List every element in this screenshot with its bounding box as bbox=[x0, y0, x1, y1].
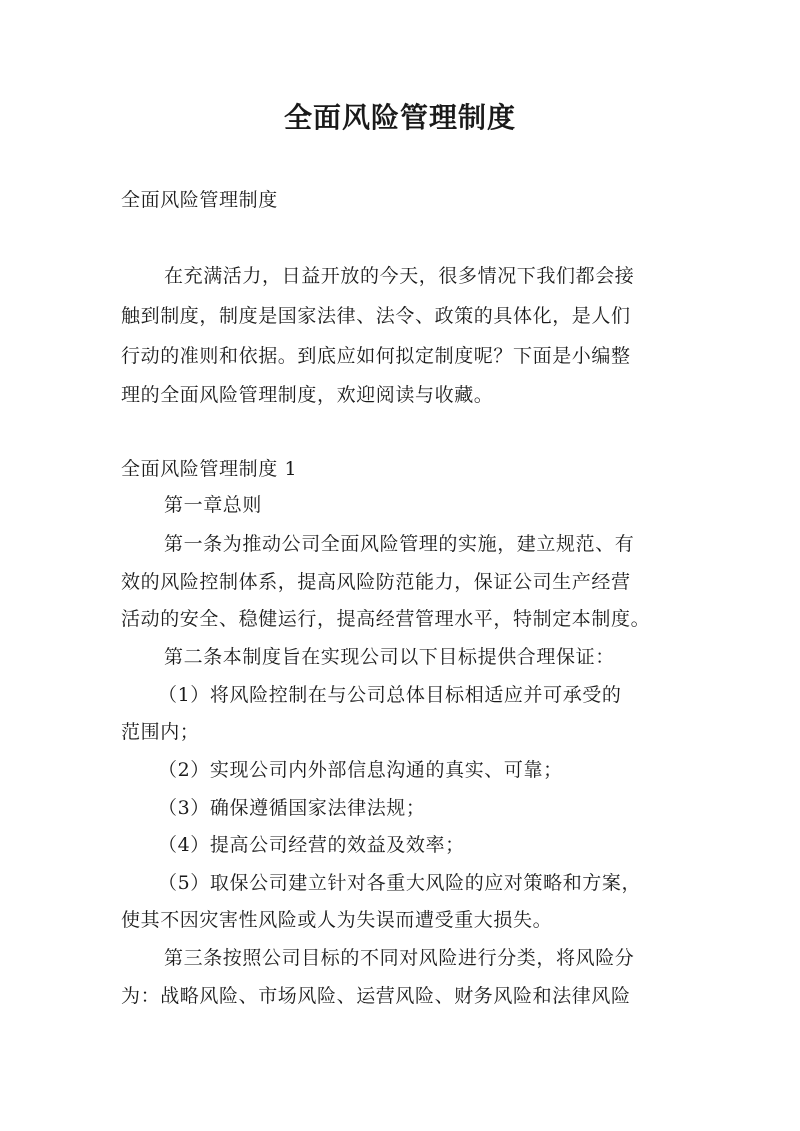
intro-line-3: 行动的准则和依据。到底应如何拟定制度呢？下面是小编整 bbox=[121, 345, 631, 367]
body-line-8: （3）确保遵循国家法律法规； bbox=[158, 797, 426, 819]
body-line-6: 范围内； bbox=[121, 721, 200, 743]
body-line-7: （2）实现公司内外部信息沟通的真实、可靠； bbox=[158, 759, 563, 781]
document-title: 全面风险管理制度 bbox=[283, 101, 516, 134]
subtitle: 全面风险管理制度 bbox=[121, 189, 278, 211]
body-line-11: 使其不因灾害性风险或人为失误而遭受重大损失。 bbox=[121, 909, 553, 931]
body-line-10: （5）取保公司建立针对各重大风险的应对策略和方案， bbox=[158, 872, 642, 894]
body-line-2: 效的风险控制体系，提高风险防范能力，保证公司生产经营 bbox=[121, 571, 631, 593]
intro-line-2: 触到制度，制度是国家法律、法令、政策的具体化，是人们 bbox=[121, 305, 631, 327]
body-line-13: 为：战略风险、市场风险、运营风险、财务风险和法律风险 bbox=[121, 985, 631, 1007]
intro-line-4: 理的全面风险管理制度，欢迎阅读与收藏。 bbox=[121, 384, 494, 406]
chapter-heading: 第一章总则 bbox=[164, 494, 263, 516]
body-line-3: 活动的安全、稳健运行，提高经营管理水平，特制定本制度。 bbox=[121, 608, 651, 630]
body-line-12: 第三条按照公司目标的不同对风险进行分类，将风险分 bbox=[164, 947, 635, 969]
body-line-4: 第二条本制度旨在实现公司以下目标提供合理保证： bbox=[164, 646, 615, 668]
section-heading: 全面风险管理制度 1 bbox=[121, 458, 298, 480]
intro-line-1: 在充满活力，日益开放的今天，很多情况下我们都会接 bbox=[164, 265, 635, 287]
body-line-1: 第一条为推动公司全面风险管理的实施，建立规范、有 bbox=[164, 533, 635, 555]
body-line-5: （1）将风险控制在与公司总体目标相适应并可承受的 bbox=[158, 684, 622, 706]
body-line-9: （4）提高公司经营的效益及效率； bbox=[158, 834, 465, 856]
